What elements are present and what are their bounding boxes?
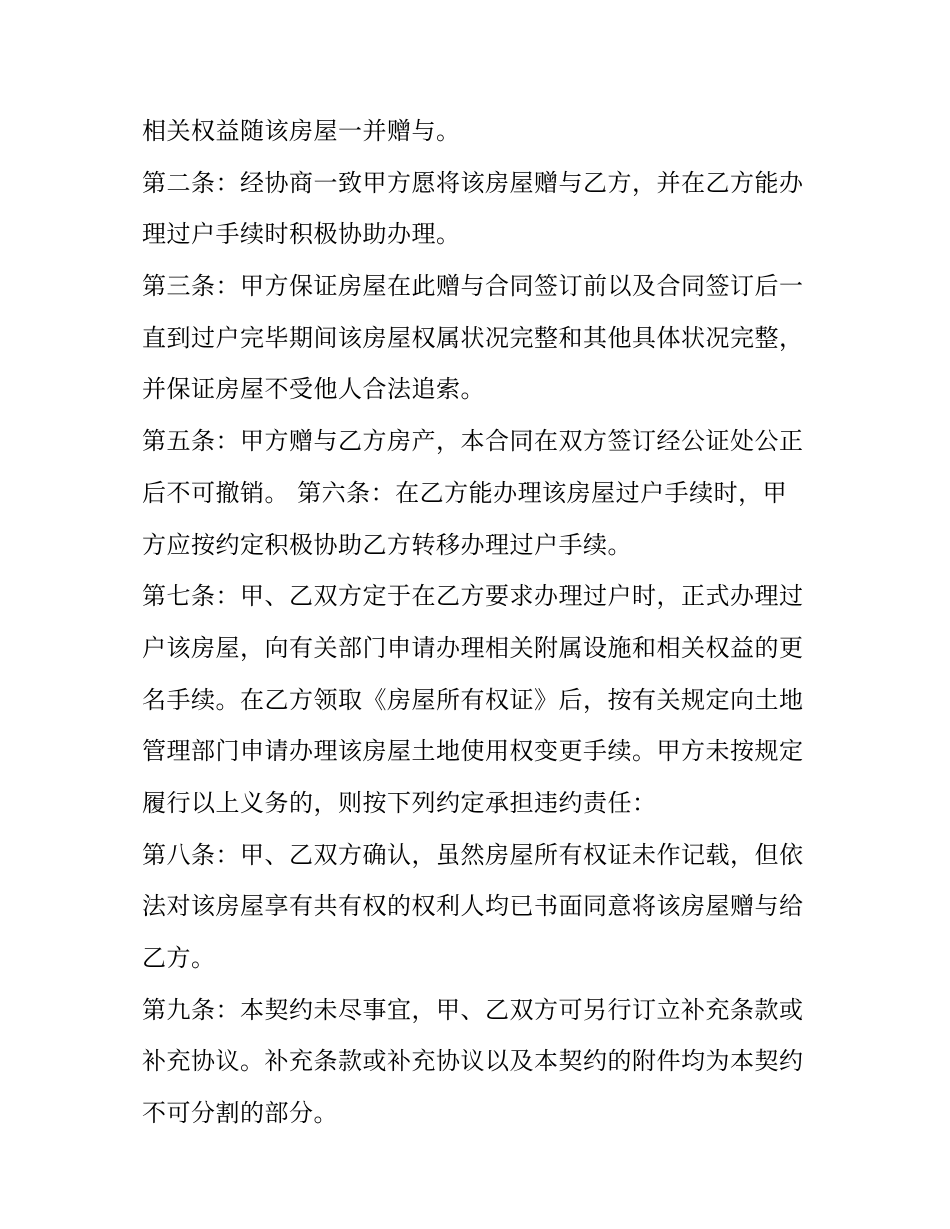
text-line: 第三条：甲方保证房屋在此赠与合同签订前以及合同签订后一 <box>142 272 804 301</box>
text-line: 直到过户完毕期间该房屋权属状况完整和其他具体状况完整， <box>142 323 804 352</box>
text-line: 并保证房屋不受他人合法追索。 <box>142 375 485 404</box>
text-line: 户该房屋，向有关部门申请办理相关附属设施和相关权益的更 <box>142 633 804 662</box>
text-line: 补充协议。补充条款或补充协议以及本契约的附件均为本契约 <box>142 1047 804 1076</box>
text-line: 方应按约定积极协助乙方转移办理过户手续。 <box>142 530 632 559</box>
text-line: 相关权益随该房屋一并赠与。 <box>142 117 461 145</box>
text-line: 履行以上义务的，则按下列约定承担违约责任： <box>142 788 657 817</box>
text-line: 法对该房屋享有共有权的权利人均已书面同意将该房屋赠与给 <box>142 892 804 921</box>
text-line: 第七条：甲、乙双方定于在乙方要求办理过户时，正式办理过 <box>142 582 804 611</box>
text-line: 理过户手续时积极协助办理。 <box>142 220 461 249</box>
text-line: 乙方。 <box>142 944 216 972</box>
text-line: 第五条：甲方赠与乙方房产，本合同在双方签订经公证处公正 <box>142 427 804 456</box>
text-line: 后不可撤销。 第六条：在乙方能办理该房屋过户手续时，甲 <box>142 478 788 507</box>
text-line: 管理部门申请办理该房屋土地使用权变更手续。甲方未按规定 <box>142 737 804 766</box>
text-line: 第八条：甲、乙双方确认，虽然房屋所有权证未作记载，但依 <box>142 840 804 869</box>
contract-text <box>142 106 814 1140</box>
text-line: 不可分割的部分。 <box>142 1099 338 1128</box>
text-line: 名手续。在乙方领取《房屋所有权证》后，按有关规定向土地 <box>142 685 804 714</box>
text-line: 第九条：本契约未尽事宜，甲、乙双方可另行订立补充条款或 <box>142 995 804 1024</box>
text-line: 第二条：经协商一致甲方愿将该房屋赠与乙方，并在乙方能办 <box>142 168 804 197</box>
